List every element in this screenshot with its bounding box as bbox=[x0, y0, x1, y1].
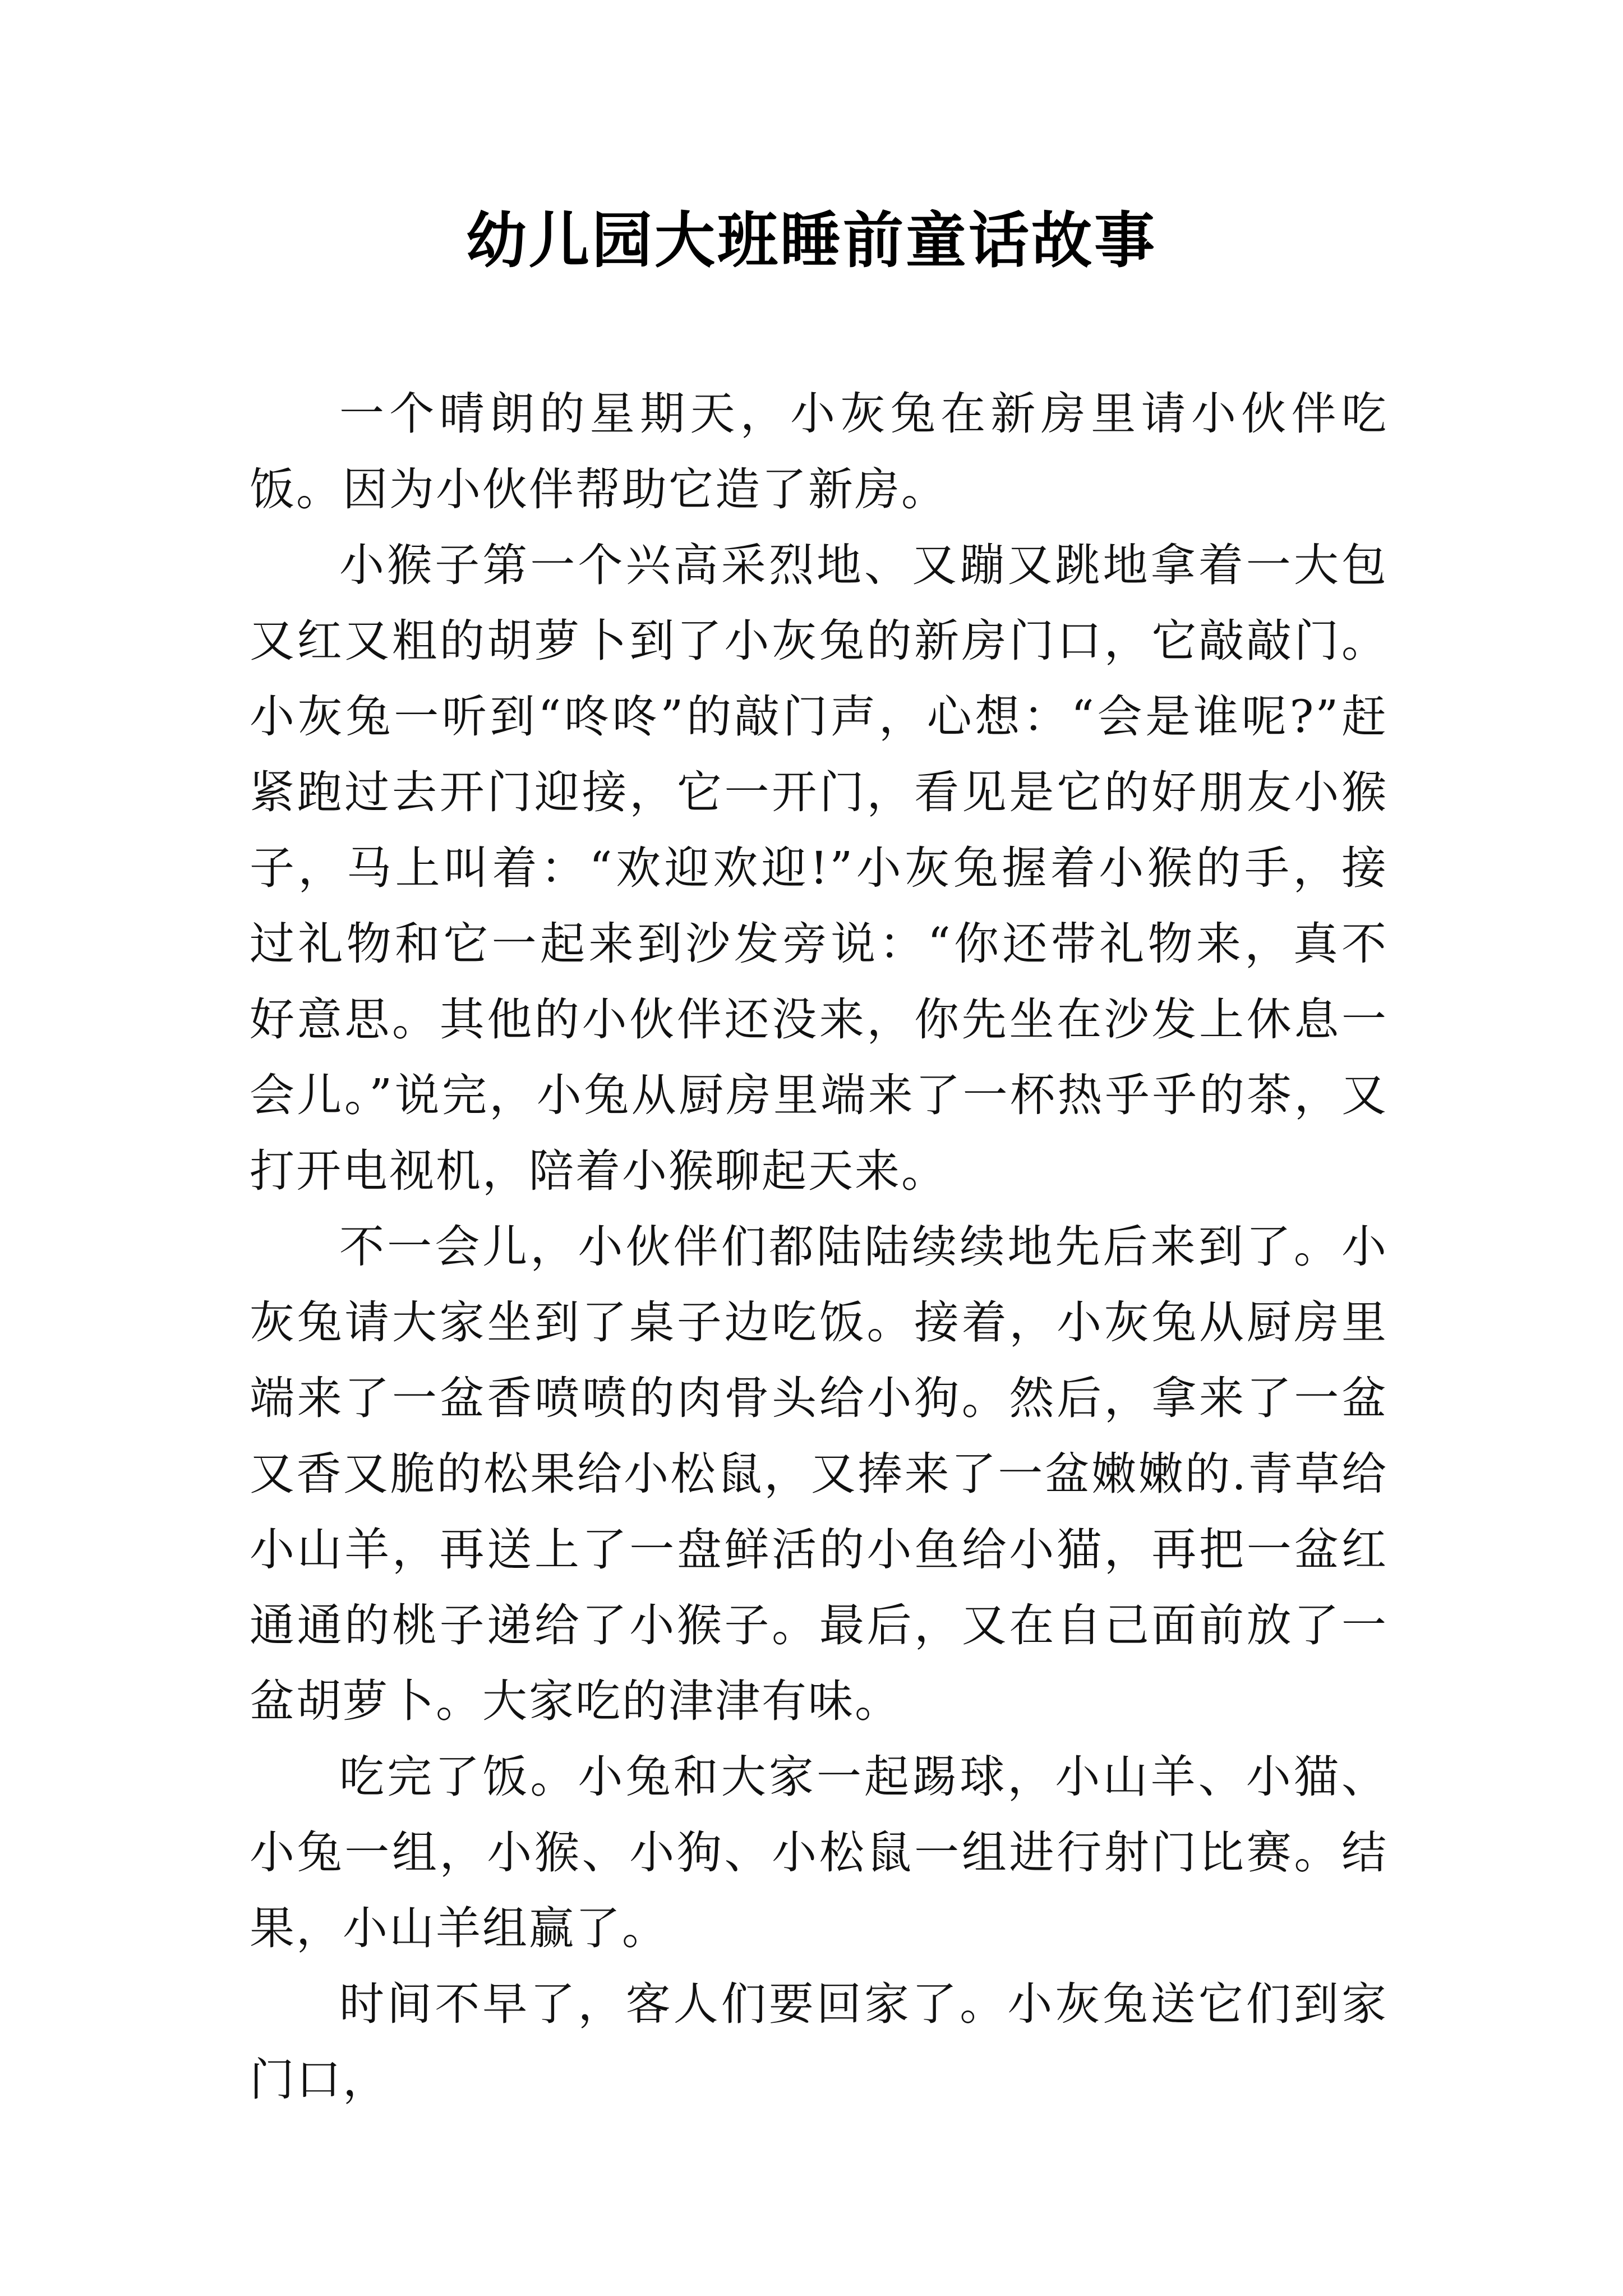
paragraph: 时间不早了，客人们要回家了。小灰兔送它们到家门口， bbox=[250, 1978, 1388, 2106]
paragraph: 不一会儿，小伙伴们都陆陆续续地先后来到了。小灰兔请大家坐到了桌子边吃饭。接着，小灰兔从厨房里端来了一盆香喷喷的肉骨头给小狗。然后，拿来了一盆又香又脆的松果给小松鼠，又捧来了一盆嫩嫩的.青草给小山羊，再送上了一盘鲜活的小鱼给小猫，再把一盆红通通的桃子递给了小猴子。最后，又在自己面前放了一盆胡萝卜。大家吃的津津有味。 bbox=[250, 1221, 1388, 1727]
paragraph: 一个晴朗的星期天，小灰兔在新房里请小伙伴吃饭。因为小伙伴帮助它造了新房。 bbox=[250, 388, 1388, 516]
paragraph: 吃完了饭。小兔和大家一起踢球，小山羊、小猫、小兔一组，小猴、小狗、小松鼠一组进行射门比赛。结果，小山羊组赢了。 bbox=[250, 1751, 1388, 1954]
document-body bbox=[250, 376, 1388, 2118]
paragraph: 小猴子第一个兴高采烈地、又蹦又跳地拿着一大包又红又粗的胡萝卜到了小灰兔的新房门口，它敲敲门。小灰兔一听到“咚咚”的敲门声，心想：“会是谁呢?”赶紧跑过去开门迎接，它一开门，看见是它的好朋友小猴子，马上叫着：“欢迎欢迎!”小灰兔握着小猴的手，接过礼物和它一起来到沙发旁说：“你还带礼物来，真不好意思。其他的小伙伴还没来，你先坐在沙发上休息一会儿。”说完，小兔从厨房里端来了一杯热乎乎的茶，又打开电视机，陪着小猴聊起天来。 bbox=[250, 539, 1388, 1197]
document-title: 幼儿园大班睡前童话故事 bbox=[465, 206, 1157, 276]
